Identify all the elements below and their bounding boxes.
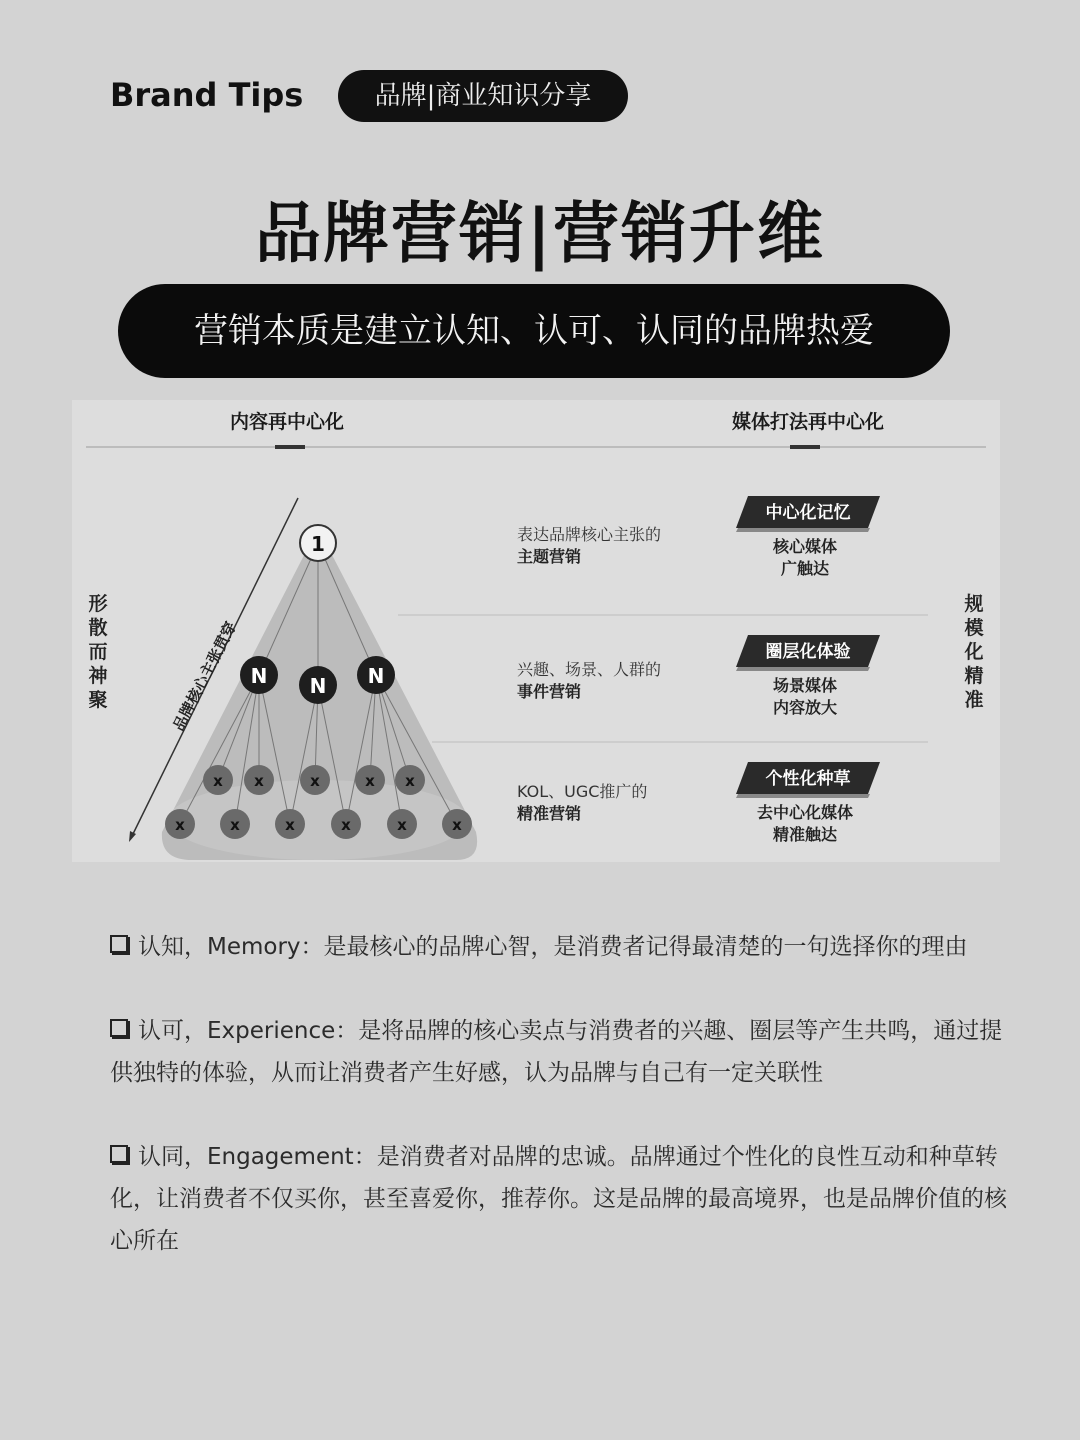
left-header-marker bbox=[275, 445, 305, 449]
bullet-list bbox=[110, 926, 1010, 1304]
node-x-label: x bbox=[397, 816, 407, 834]
right-side-char: 精 bbox=[964, 665, 984, 687]
node-x-label: x bbox=[175, 816, 185, 834]
row2-media1: 场景媒体 bbox=[772, 676, 838, 695]
core-arrow-head bbox=[129, 831, 136, 842]
node-x-label: x bbox=[365, 772, 375, 790]
node-n-left-label: N bbox=[250, 664, 268, 688]
node-x-label: x bbox=[254, 772, 264, 790]
checkbox-icon bbox=[110, 1019, 128, 1037]
bullet-text: 认可，Experience：是将品牌的核心卖点与消费者的兴趣、圈层等产生共鸣，通过提供独特的体验，从而让消费者产生好感，认为品牌与自己有一定关联性 bbox=[110, 1018, 1003, 1086]
checkbox-icon bbox=[110, 1145, 128, 1163]
page-title: 品牌营销|营销升维 bbox=[254, 195, 826, 272]
row2-badge-shadow bbox=[736, 667, 870, 671]
row1-media1: 核心媒体 bbox=[772, 537, 838, 556]
bullet-text: 认同，Engagement：是消费者对品牌的忠诚。品牌通过个性化的良性互动和种草转化，让消费者不仅买你，甚至喜爱你，推荐你。这是品牌的最高境界，也是品牌价值的核心所在 bbox=[110, 1144, 1007, 1254]
bullet-item-engagement bbox=[110, 1136, 1010, 1262]
left-side-char: 而 bbox=[88, 641, 108, 663]
right-header: 媒体打法再中心化 bbox=[731, 411, 885, 433]
row2-type: 事件营销 bbox=[517, 682, 582, 701]
checkbox-icon bbox=[110, 935, 128, 953]
bullet-item-experience bbox=[110, 1010, 1010, 1094]
row2-desc: 兴趣、场景、人群的 bbox=[517, 660, 662, 679]
row2-badge: 圈层化体验 bbox=[765, 642, 851, 662]
right-side-char: 模 bbox=[964, 617, 984, 639]
left-side-char: 形 bbox=[88, 593, 108, 615]
left-header: 内容再中心化 bbox=[229, 411, 345, 433]
row1-type: 主题营销 bbox=[517, 547, 582, 566]
row3-media1: 去中心化媒体 bbox=[756, 803, 854, 822]
node-n-center-label: N bbox=[309, 674, 327, 698]
left-side-char: 散 bbox=[88, 617, 108, 639]
brand-title: Brand Tips bbox=[110, 76, 304, 114]
node-x-label: x bbox=[213, 772, 223, 790]
left-side-char: 聚 bbox=[88, 689, 108, 711]
diagram-canvas bbox=[72, 400, 1000, 862]
node-x-label: x bbox=[452, 816, 462, 834]
category-tag: 品牌|商业知识分享 bbox=[338, 70, 628, 122]
node-x-label: x bbox=[341, 816, 351, 834]
node-n-right-label: N bbox=[367, 664, 385, 688]
row2-media2: 内容放大 bbox=[772, 698, 838, 717]
node-x-label: x bbox=[230, 816, 240, 834]
right-side-label bbox=[963, 592, 984, 711]
subtitle-banner: 营销本质是建立认知、认可、认同的品牌热爱 bbox=[118, 284, 950, 378]
core-arrow-label: 品牌核心主张贯穿 bbox=[169, 618, 241, 734]
row3-badge: 个性化种草 bbox=[765, 769, 851, 789]
left-side-label bbox=[88, 593, 108, 711]
row3-desc: KOL、UGC推广的 bbox=[517, 782, 648, 801]
marketing-diagram bbox=[72, 400, 1000, 862]
row3-media2: 精准触达 bbox=[772, 825, 838, 844]
bullet-item-memory bbox=[110, 926, 1010, 968]
node-x-label: x bbox=[310, 772, 320, 790]
right-side-char: 规 bbox=[964, 593, 984, 615]
row1-desc: 表达品牌核心主张的 bbox=[517, 525, 662, 544]
right-side-char: 化 bbox=[964, 641, 984, 663]
right-side-char: 准 bbox=[964, 689, 984, 711]
row3-badge-shadow bbox=[736, 794, 870, 798]
row1-badge: 中心化记忆 bbox=[765, 503, 851, 523]
left-side-char: 神 bbox=[88, 665, 108, 687]
node-x-label: x bbox=[405, 772, 415, 790]
row1-media2: 广触达 bbox=[780, 559, 830, 578]
node-x-label: x bbox=[285, 816, 295, 834]
row3-type: 精准营销 bbox=[517, 804, 582, 823]
row1-badge-shadow bbox=[736, 528, 870, 532]
node-top-label: 1 bbox=[311, 532, 325, 556]
bullet-text: 认知，Memory：是最核心的品牌心智，是消费者记得最清楚的一句选择你的理由 bbox=[138, 934, 968, 960]
right-header-marker bbox=[790, 445, 820, 449]
